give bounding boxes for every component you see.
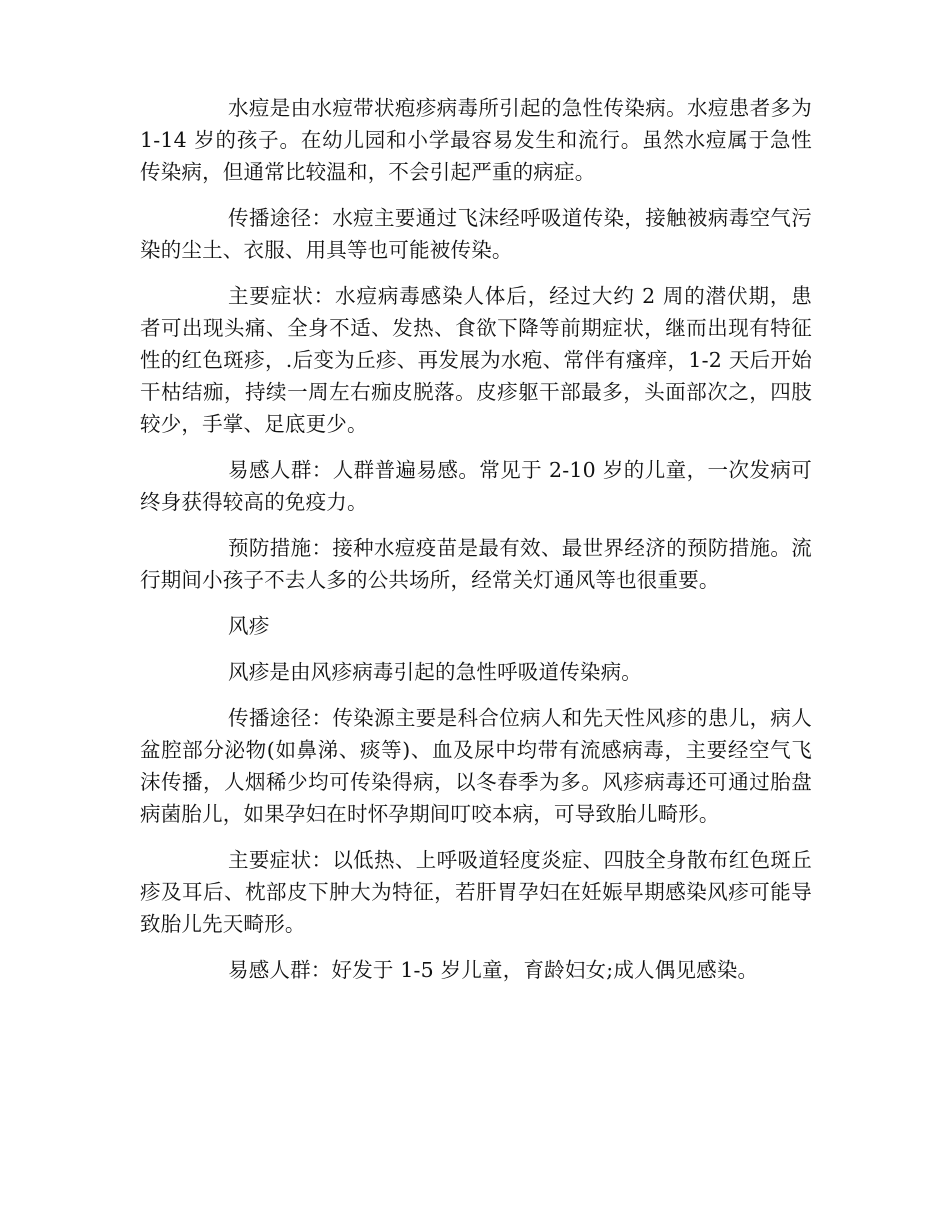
paragraph-chickenpox-susceptible: 易感人群：人群普遍易感。常见于 2-10 岁的儿童，一次发病可终身获得较高的免疫力。 (140, 458, 812, 514)
paragraph-rubella-symptoms: 主要症状：以低热、上呼吸道轻度炎症、四肢全身散布红色斑丘疹及耳后、枕部皮下肿大为特征，若肝胃孕妇在妊娠早期感染风疹可能导致胎儿先天畸形。 (140, 848, 812, 936)
document-body (140, 92, 812, 1000)
section-heading-rubella: 风疹 (228, 614, 270, 638)
paragraph-rubella-intro: 风疹是由风疹病毒引起的急性呼吸道传染病。 (228, 660, 642, 684)
paragraph-chickenpox-transmission: 传播途径：水痘主要通过飞沫经呼吸道传染，接触被病毒空气污染的尘土、衣服、用具等也可能被传染。 (140, 206, 812, 262)
paragraph-chickenpox-symptoms: 主要症状：水痘病毒感染人体后，经过大约 2 周的潜伏期，患者可出现头痛、全身不适、发热、食欲下降等前期症状，继而出现有特征性的红色斑疹，.后变为丘疹、再发展为水疱、常伴有瘙痒，1-2 天后开始干枯结痂，持续一周左右痂皮脱落。皮疹躯干部最多，头面部次之，四肢较少，手掌、足底更少。 (140, 284, 812, 436)
paragraph-chickenpox-prevention: 预防措施：接种水痘疫苗是最有效、最世界经济的预防措施。流行期间小孩子不去人多的公共场所，经常关灯通风等也很重要。 (140, 536, 812, 592)
paragraph-chickenpox-intro: 水痘是由水痘带状疱疹病毒所引起的急性传染病。水痘患者多为 1-14 岁的孩子。在幼儿园和小学最容易发生和流行。虽然水痘属于急性传染病，但通常比较温和，不会引起严重的病症。 (140, 96, 812, 184)
paragraph-rubella-transmission: 传播途径：传染源主要是科合位病人和先天性风疹的患儿，病人盆腔部分泌物(如鼻涕、痰等)、血及尿中均带有流感病毒，主要经空气飞沫传播，人烟稀少均可传染得病，以冬春季为多。风疹病毒还可通过胎盘病菌胎儿，如果孕妇在时怀孕期间叮咬本病，可导致胎儿畸形。 (140, 706, 812, 826)
paragraph-rubella-susceptible: 易感人群：好发于 1-5 岁儿童，育龄妇女;成人偶见感染。 (228, 958, 759, 982)
